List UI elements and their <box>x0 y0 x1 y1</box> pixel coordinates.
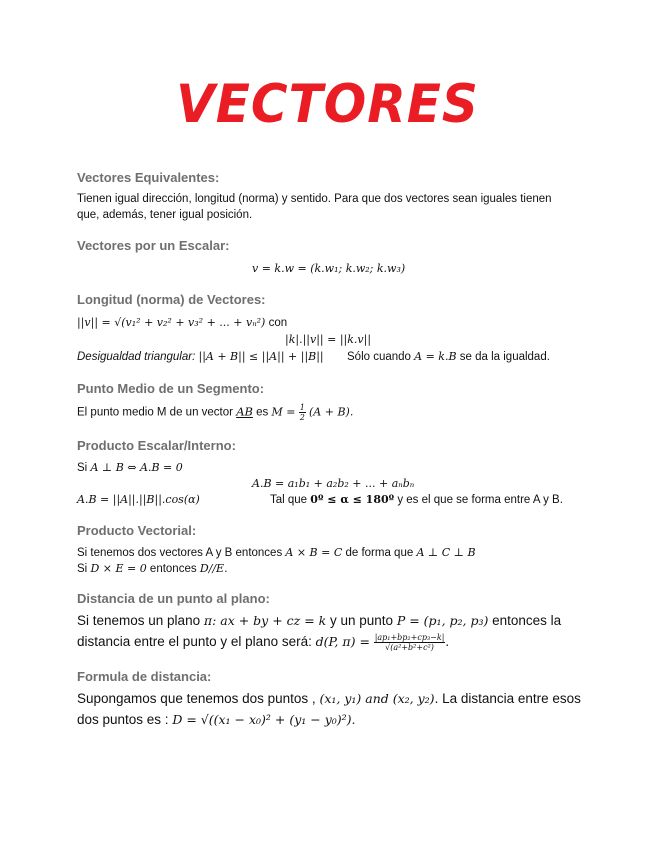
point-coordinates: P = (p₁, p₂, p₃) <box>396 613 489 628</box>
scalar-product-formula: v = k.w = (k.w₁; k.w₂; k.w₃) <box>252 262 406 275</box>
angle-note-pre: Tal que <box>270 494 308 506</box>
midpoint-es: es <box>256 406 269 419</box>
cross-product-formula: A × B = C <box>285 546 343 559</box>
section-heading-producto-vectorial: Producto Vectorial: <box>77 523 197 538</box>
section-heading-vectores-escalar: Vectores por un Escalar: <box>77 238 230 253</box>
dot-product-orthogonal-line <box>77 460 183 476</box>
distance-formula-lhs: d(P, π) = <box>315 634 370 650</box>
distance-fraction-numerator: |ap₁+bp₂+cp₃−k| <box>374 633 445 642</box>
euclidean-distance-formula: D = √((x₁ − x₀)² + (y₁ − y₀)²). <box>172 712 356 727</box>
midpoint-fraction-numerator: 1 <box>299 403 305 412</box>
distance-formula-text: dos puntos es : <box>77 712 169 727</box>
cross-product-text: Si tenemos dos vectores A y B entonces <box>77 547 283 559</box>
section-heading-distancia-plano: Distancia de un punto al plano: <box>77 591 270 606</box>
midpoint-line <box>77 403 353 422</box>
distance-fraction-denominator: √(a²+b²+c²) <box>385 643 434 652</box>
section-heading-punto-medio: Punto Medio de un Segmento: <box>77 381 265 396</box>
section-heading-longitud-norma: Longitud (norma) de Vectores: <box>77 292 266 307</box>
midpoint-vector: AB <box>236 404 253 419</box>
point-plane-distance-line: distancia entre el punto y el plano será: d(P, π) = $\frac{\text{|ap₁+bp₂+cp₃−k|}}{\text{√(a²+b²+c²)}}$ . <box>77 633 450 652</box>
distance-fraction <box>374 633 446 652</box>
midpoint-formula-post: (A + B). <box>309 405 354 419</box>
plane-equation: π: ax + by + cz = k <box>203 613 327 628</box>
distance-points-post: . La distancia entre esos <box>434 691 581 706</box>
norm-formula-line <box>77 315 287 331</box>
angle-note <box>270 492 563 508</box>
midpoint-formula-pre: M = <box>271 405 296 419</box>
paragraph-line: Tienen igual dirección, longitud (norma) y sentido. Para que dos vectores sean iguales tienen <box>77 193 552 205</box>
distance-formula-line <box>77 711 356 728</box>
norm-property-formula: |k|.||v|| = ||k.v|| <box>285 333 372 346</box>
point-plane-distance-text: distancia entre el punto y el plano será: <box>77 634 312 650</box>
parallel-vectors-line <box>77 561 228 577</box>
section-heading-vectores-equivalentes: Vectores Equivalentes: <box>77 170 220 185</box>
parallel-formula: D//E. <box>199 562 228 575</box>
angle-note-formula: 0º ≤ α ≤ 180º <box>310 493 395 506</box>
equality-note-formula: A = k.B <box>414 350 457 363</box>
parallel-entonces: entonces <box>149 563 197 575</box>
dot-product-orthogonal-formula: A ⊥ B ⇔ A.B = 0 <box>90 461 183 474</box>
cross-product-mid: de forma que <box>345 547 414 559</box>
point-plane-mid: y un punto <box>330 613 394 628</box>
parallel-cross-formula: D × E = 0 <box>90 562 147 575</box>
section-heading-producto-escalar: Producto Escalar/Interno: <box>77 438 236 453</box>
dot-product-si: Si <box>77 462 88 474</box>
norm-formula: ||v|| = √(v₁² + v₂² + v₃² + ... + vₙ²) <box>77 316 266 329</box>
equality-note-pre: Sólo cuando <box>347 351 411 363</box>
triangle-inequality-formula: ||A + B|| ≤ ||A|| + ||B|| <box>198 350 324 363</box>
dot-product-cosine-formula: A.B = ||A||.||B||.cos(α) <box>77 493 200 506</box>
dot-product-components-formula: A.B = a₁b₁ + a₂b₂ + ... + aₙbₙ <box>252 477 415 490</box>
distance-points-text: Supongamos que tenemos dos puntos , <box>77 691 316 706</box>
equality-note <box>347 349 550 365</box>
point-plane-post: entonces la <box>492 613 562 628</box>
norm-con-text: con <box>268 317 288 329</box>
section-heading-formula-distancia: Formula de distancia: <box>77 669 212 684</box>
triangle-inequality-label: Desigualdad triangular: <box>77 351 196 363</box>
cross-product-line <box>77 545 476 561</box>
distance-points-line <box>77 690 581 707</box>
point-plane-line <box>77 612 561 629</box>
equality-note-post: se da la igualdad. <box>459 351 550 363</box>
midpoint-text: El punto medio M de un vector <box>77 406 233 419</box>
point-plane-text: Si tenemos un plano <box>77 613 201 628</box>
midpoint-fraction-denominator: 2 <box>299 413 305 422</box>
page-title: VECTORES <box>176 73 479 135</box>
midpoint-fraction <box>299 403 306 422</box>
paragraph-line: que, además, tener igual posición. <box>77 209 253 221</box>
points-formula: (x₁, y₁) and (x₂, y₂) <box>319 691 435 706</box>
parallel-si: Si <box>77 563 88 575</box>
angle-note-post: y es el que se forma entre A y B. <box>397 494 563 506</box>
triangle-inequality-line <box>77 349 324 365</box>
cross-product-orthogonality: A ⊥ C ⊥ B <box>416 546 476 559</box>
